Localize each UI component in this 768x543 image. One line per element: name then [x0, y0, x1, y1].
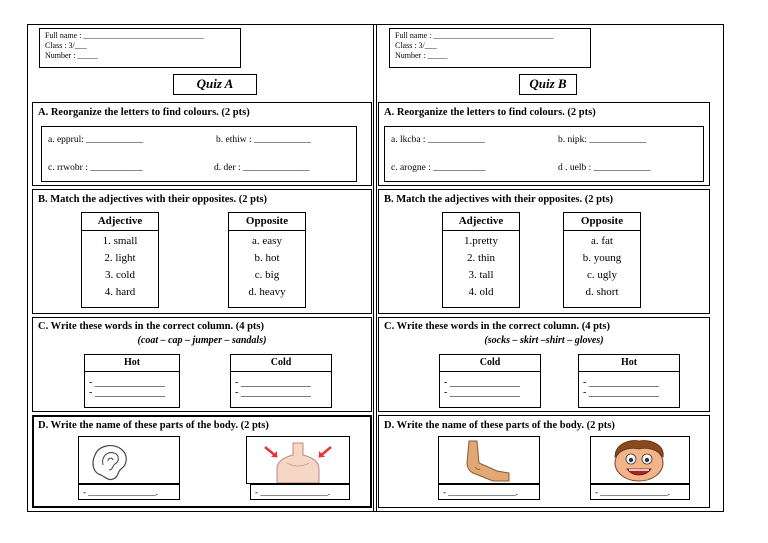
- elbow-picture: [438, 436, 540, 484]
- quiz-b-title: Quiz B: [519, 74, 577, 95]
- opposite-table: [228, 212, 306, 308]
- answer-line[interactable]: - ______________: [583, 377, 659, 388]
- opposite-item: a. easy: [252, 235, 282, 247]
- ear-picture: [78, 436, 180, 484]
- opposite-item: d. heavy: [248, 286, 286, 298]
- scramble-item[interactable]: a. lkcba : ____________: [391, 135, 485, 145]
- full-name-field[interactable]: Full name : ______________________________: [45, 31, 204, 40]
- column-divider: [373, 24, 377, 512]
- quiz-a-title: Quiz A: [173, 74, 257, 95]
- answer-line[interactable]: - ______________: [444, 377, 520, 388]
- section-c-title: C. Write these words in the correct column. (4 pts): [38, 321, 265, 332]
- opposite-header: Opposite: [564, 213, 640, 231]
- section-d-title: D. Write the name of these parts of the body. (2 pts): [38, 420, 269, 431]
- section-b-title: B. Match the adjectives with their opposites. (2 pts): [38, 194, 268, 205]
- opposite-item: c. big: [254, 269, 280, 281]
- cold-column-table: [230, 354, 332, 408]
- answer-line[interactable]: - ______________: [235, 377, 311, 388]
- column-header: Cold: [231, 355, 331, 372]
- answer-field[interactable]: - _______________.: [250, 484, 350, 500]
- adjective-item: 2. thin: [466, 252, 496, 264]
- student-info-box-b: [389, 28, 591, 68]
- number-field[interactable]: Number : _____: [45, 51, 98, 60]
- answer-line[interactable]: - ______________: [583, 387, 659, 398]
- face-icon: [591, 437, 689, 483]
- opposite-item: b. young: [582, 252, 622, 264]
- adjective-item: 3. cold: [105, 269, 135, 281]
- answer-field[interactable]: - _______________.: [590, 484, 690, 500]
- column-header: Hot: [579, 355, 679, 372]
- hot-column-table: [84, 354, 180, 408]
- word-bank: (socks – skirt –shirt – gloves): [484, 335, 604, 346]
- adjective-table: [81, 212, 159, 308]
- adjective-item: 4. hard: [104, 286, 136, 298]
- adjective-header: Adjective: [443, 213, 519, 231]
- adjective-item: 3. tall: [468, 269, 494, 281]
- section-b-title: B. Match the adjectives with their opposites. (2 pts): [384, 194, 614, 205]
- column-header: Cold: [440, 355, 540, 372]
- opposite-item: d. short: [585, 286, 619, 298]
- word-bank: (coat – cap – jumper – sandals): [137, 335, 267, 346]
- full-name-field[interactable]: Full name : ______________________________: [395, 31, 554, 40]
- opposite-header: Opposite: [229, 213, 305, 231]
- scramble-item[interactable]: a. epprul: ____________: [48, 135, 144, 145]
- student-info-box-a: [39, 28, 241, 68]
- adjective-item: 4. old: [468, 286, 494, 298]
- class-field[interactable]: Class : 3/___: [395, 41, 437, 50]
- shoulders-picture: [246, 436, 350, 484]
- adjective-item: 1.pretty: [464, 235, 498, 247]
- adjective-item: 1. small: [102, 235, 138, 247]
- opposite-table: [563, 212, 641, 308]
- quiz-b-section-b: [378, 189, 710, 314]
- section-c-title: C. Write these words in the correct column. (4 pts): [384, 321, 611, 332]
- hot-column-table: [578, 354, 680, 408]
- column-header: Hot: [85, 355, 179, 372]
- answer-line[interactable]: - ______________: [444, 387, 520, 398]
- scramble-item[interactable]: d. der : ______________: [214, 163, 310, 173]
- section-d-title: D. Write the name of these parts of the body. (2 pts): [384, 420, 615, 431]
- adjective-item: 2. light: [104, 252, 136, 264]
- answer-field[interactable]: - _______________.: [78, 484, 180, 500]
- number-field[interactable]: Number : _____: [395, 51, 448, 60]
- scramble-item[interactable]: b. ethiw : ____________: [216, 135, 311, 145]
- adjective-table: [442, 212, 520, 308]
- opposite-item: b. hot: [254, 252, 280, 264]
- answer-line[interactable]: - ______________: [89, 377, 165, 388]
- opposite-item: c. ugly: [587, 269, 617, 281]
- section-a-title: A. Reorganize the letters to find colours. (2 pts): [384, 107, 596, 118]
- face-picture: [590, 436, 690, 484]
- cold-column-table: [439, 354, 541, 408]
- adjective-header: Adjective: [82, 213, 158, 231]
- scramble-item[interactable]: d . uelb : ____________: [558, 163, 651, 173]
- scramble-item[interactable]: b. nipk: ____________: [558, 135, 647, 145]
- class-field[interactable]: Class : 3/___: [45, 41, 87, 50]
- answer-line[interactable]: - ______________: [89, 387, 165, 398]
- answer-field[interactable]: - _______________.: [438, 484, 540, 500]
- ear-icon: [79, 437, 179, 483]
- section-a-title: A. Reorganize the letters to find colours. (2 pts): [38, 107, 250, 118]
- opposite-item: a. fat: [591, 235, 613, 247]
- answer-line[interactable]: - ______________: [235, 387, 311, 398]
- scramble-item[interactable]: c. arogne : ___________: [391, 163, 486, 173]
- scramble-item[interactable]: c. rrwobr : ___________: [48, 163, 143, 173]
- shoulders-icon: [247, 437, 349, 483]
- elbow-icon: [439, 437, 539, 483]
